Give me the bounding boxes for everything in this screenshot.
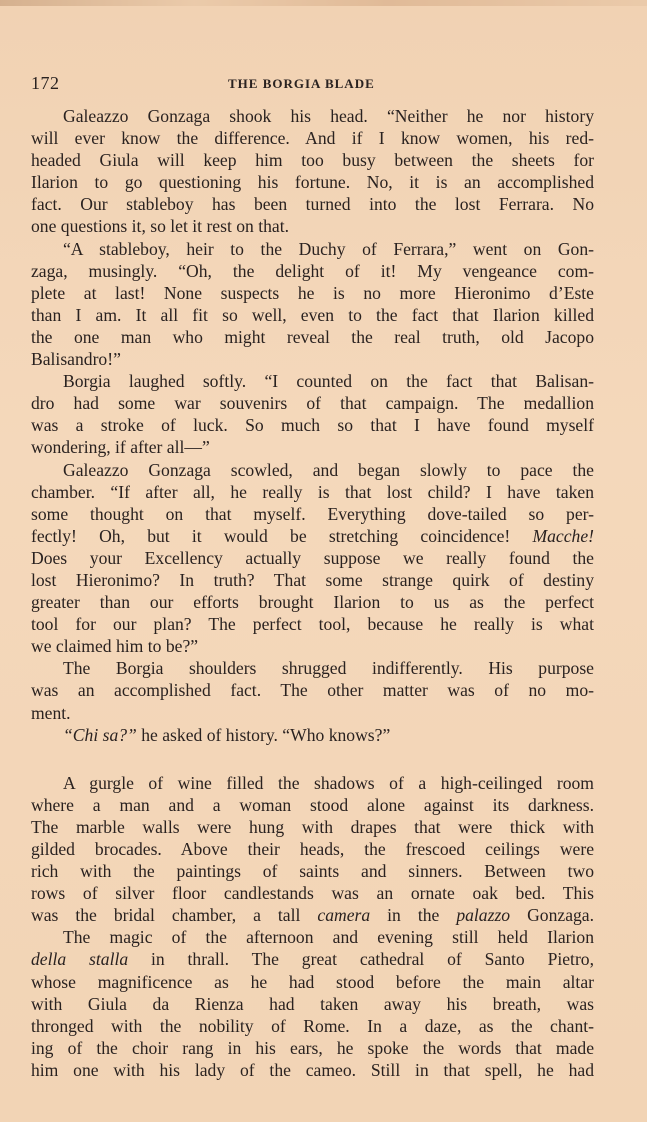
text-line: zaga, musingly. “Oh, the delight of it! My vengeance com- — [31, 260, 594, 281]
text-line: whose magnificence as he had stood before the main altar — [31, 971, 594, 992]
text-line: A gurgle of wine filled the shadows of a high-ceilinged room — [63, 772, 594, 793]
text-line: we claimed him to be?” — [31, 636, 199, 657]
page-top-edge — [0, 0, 647, 6]
text-line: one questions it, so let it rest on that. — [31, 216, 290, 237]
text-line: Ilarion to go questioning his fortune. No, it is an accomplished — [31, 172, 594, 193]
text-line: Balisandro!” — [31, 349, 121, 370]
text-line: lost Hieronimo? In truth? That some strange quirk of destiny — [31, 569, 594, 590]
text-line: della stalla in thrall. The great cathedral of Santo Pietro, — [31, 949, 594, 970]
text-line: headed Giula will keep him too busy between the sheets for — [31, 150, 594, 171]
text-line: rich with the paintings of saints and sinners. Between two — [31, 861, 594, 882]
text-line: greater than our efforts brought Ilarion to us as the perfect — [31, 592, 594, 613]
text-line: tool for our plan? The perfect tool, because he really is what — [31, 614, 594, 635]
text-line: gilded brocades. Above their heads, the frescoed ceilings were — [31, 839, 594, 859]
body-text — [31, 105, 594, 1081]
running-head: THE BORGIA BLADE — [228, 76, 375, 91]
page-header — [31, 73, 594, 97]
text-line: dro had some war souvenirs of that campaign. The medallion — [31, 393, 594, 414]
text-line: was an accomplished fact. The other matter was of no mo- — [31, 680, 594, 701]
text-line: was a stroke of luck. So much so that I have found myself — [31, 415, 594, 436]
text-line: Galeazzo Gonzaga shook his head. “Neither he nor history — [63, 106, 594, 126]
text-line: thronged with the nobility of Rome. In a daze, as the chant- — [31, 1015, 594, 1036]
text-line: fectly! Oh, but it would be stretching coincidence! Macche! — [31, 525, 594, 546]
text-line: will ever know the difference. And if I know women, his red- — [31, 128, 594, 149]
text-line: where a man and a woman stood alone against its darkness. — [31, 794, 594, 815]
text-line: the one man who might reveal the real truth, old Jacopo — [31, 326, 594, 347]
text-line: Borgia laughed softly. “I counted on the fact that Balisan- — [63, 371, 594, 392]
text-line: fact. Our stableboy has been turned into the lost Ferrara. No — [31, 194, 594, 215]
text-line: “Chi sa?” he asked of history. “Who knows?” — [63, 724, 391, 745]
text-line: some thought on that myself. Everything dove-tailed so per- — [31, 503, 594, 524]
text-line: chamber. “If after all, he really is that lost child? I have taken — [31, 481, 594, 502]
section-break — [31, 746, 594, 772]
text-line: “A stableboy, heir to the Duchy of Ferrara,” went on Gon- — [63, 238, 594, 259]
page-number: 172 — [31, 73, 60, 93]
text-line: ing of the choir rang in his ears, he spoke the words that made — [31, 1037, 594, 1058]
text-line: with Giula da Rienza had taken away his breath, was — [31, 993, 594, 1014]
text-line: The marble walls were hung with drapes that were thick with — [31, 816, 594, 837]
text-line: plete at last! None suspects he is no more Hieronimo d’Este — [31, 282, 594, 303]
text-line: The magic of the afternoon and evening still held Ilarion — [63, 927, 594, 948]
text-line: Galeazzo Gonzaga scowled, and began slowly to pace the — [63, 459, 594, 480]
text-line: him one with his lady of the cameo. Still in that spell, he had — [31, 1059, 594, 1080]
text-line: than I am. It all fit so well, even to the fact that Ilarion killed — [31, 304, 594, 325]
text-line: rows of silver floor candlestands was an ornate oak bed. This — [31, 883, 594, 904]
text-line: ment. — [31, 702, 71, 723]
text-line: wondering, if after all—” — [31, 437, 210, 458]
text-line: was the bridal chamber, a tall camera in the palazzo Gonzaga. — [31, 905, 595, 926]
text-line: The Borgia shoulders shrugged indifferently. His purpose — [63, 658, 594, 679]
text-line: Does your Excellency actually suppose we really found the — [31, 547, 594, 568]
